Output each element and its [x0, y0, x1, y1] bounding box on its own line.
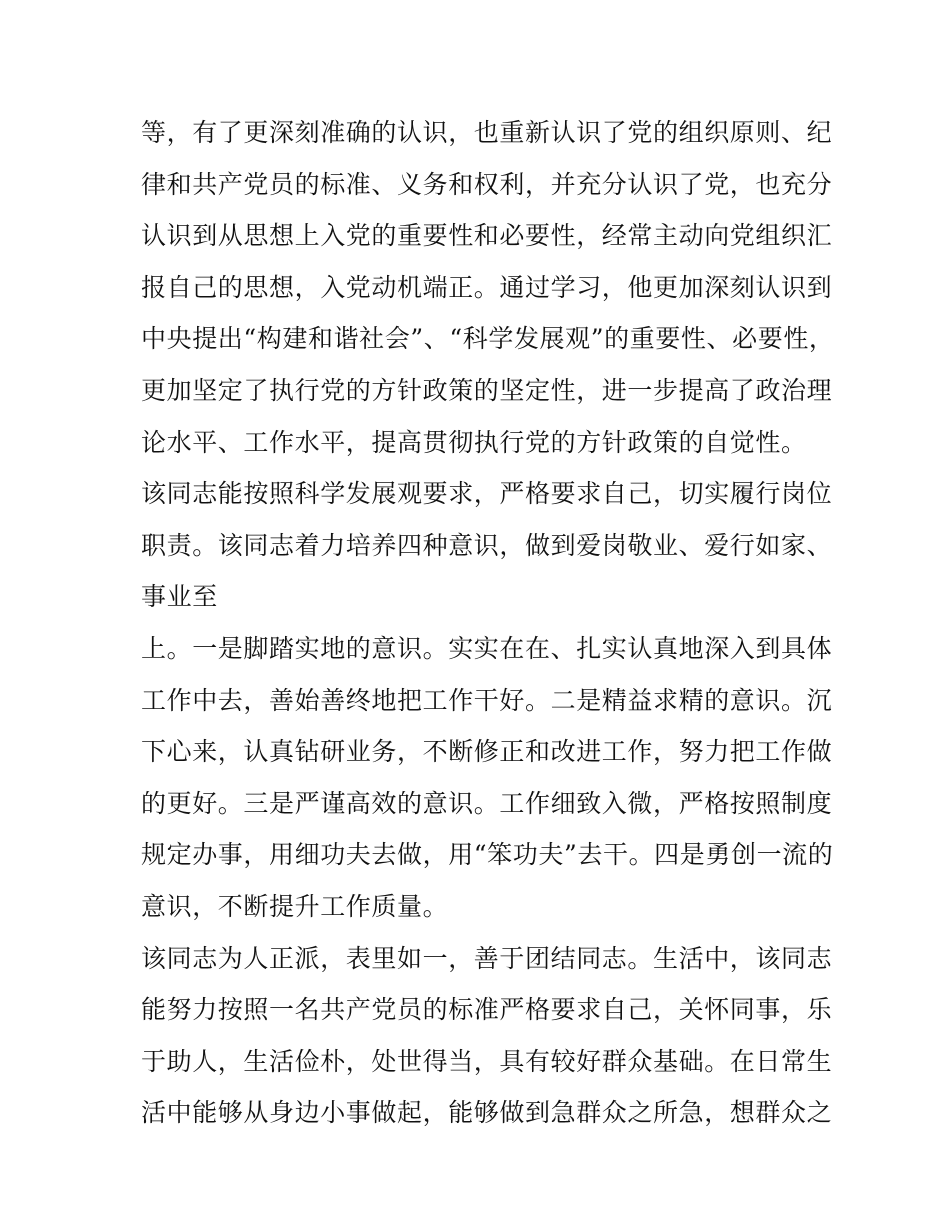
text-line: 规定办事，用细功夫去做，用“笨功夫”去干。四是勇创一流的 — [141, 840, 834, 870]
text-line: 事业至 — [141, 582, 218, 612]
text-line: 论水平、工作水平，提高贯彻执行党的方针政策的自觉性。 — [141, 427, 807, 457]
text-line: 报自己的思想，入党动机端正。通过学习，他更加深刻认识到 — [141, 272, 833, 302]
text-line: 等，有了更深刻准确的认识，也重新认识了党的组织原则、纪 — [141, 118, 833, 147]
text-line: 于助人，生活俭朴，处世得当，具有较好群众基础。在日常生 — [141, 1046, 833, 1076]
text-line: 下心来，认真钻研业务，不断修正和改进工作，努力把工作做 — [141, 737, 833, 767]
text-line: 职责。该同志着力培养四种意识，做到爱岗敬业、爱行如家、 — [141, 530, 833, 560]
text-line: 意识，不断提升工作质量。 — [141, 891, 449, 921]
text-line: 活中能够从身边小事做起，能够做到急群众之所急，想群众之 — [141, 1098, 833, 1128]
document-body — [141, 107, 835, 1139]
text-line: 该同志为人正派，表里如一，善于团结同志。生活中，该同志 — [141, 943, 833, 973]
text-line: 的更好。三是严谨高效的意识。工作细致入微，严格按照制度 — [141, 788, 833, 818]
text-line: 更加坚定了执行党的方针政策的坚定性，进一步提高了政治理 — [141, 375, 833, 405]
text-line: 认识到从思想上入党的重要性和必要性，经常主动向党组织汇 — [141, 221, 833, 251]
text-line: 上。一是脚踏实地的意识。实实在在、扎实认真地深入到具体 — [141, 633, 833, 663]
text-line: 律和共产党员的标准、义务和权利，并充分认识了党，也充分 — [141, 169, 833, 199]
text-line: 中央提出“构建和谐社会”、“科学发展观”的重要性、必要性， — [141, 324, 835, 354]
text-line: 该同志能按照科学发展观要求，严格要求自己，切实履行岗位 — [141, 479, 833, 509]
text-line: 能努力按照一名共产党员的标准严格要求自己，关怀同事，乐 — [141, 995, 833, 1025]
text-line: 工作中去，善始善终地把工作干好。二是精益求精的意识。沉 — [141, 685, 833, 715]
